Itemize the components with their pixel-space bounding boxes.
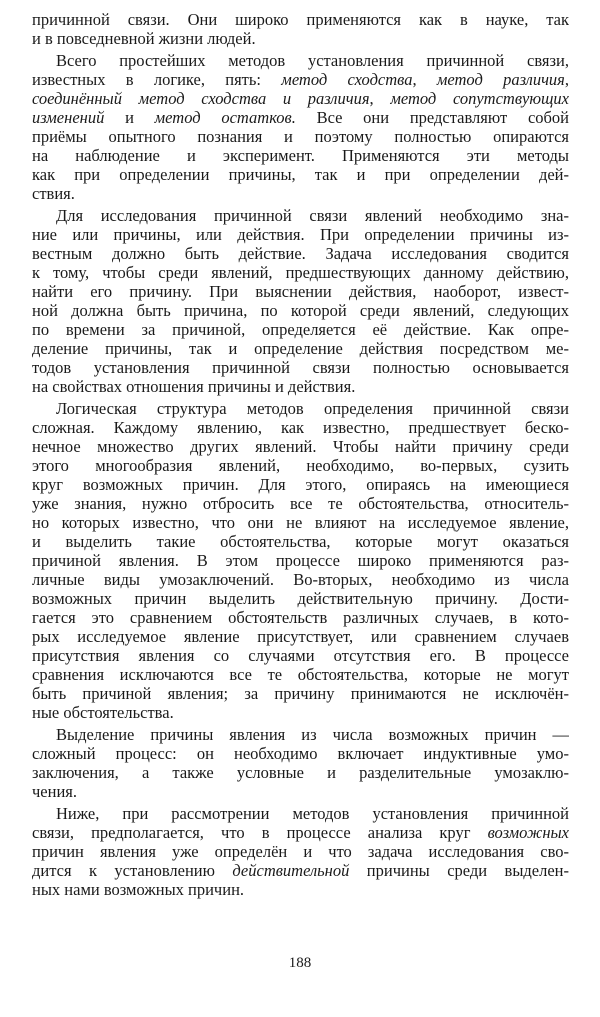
text-line: чения.: [32, 782, 77, 801]
text-line: Ниже, при рассмотрении методов установления причинной: [56, 804, 569, 823]
text-line: к тому, чтобы среди явлений, предшествующих данному действию,: [32, 263, 569, 282]
italic-term: метод различия: [436, 70, 565, 89]
paragraph: [32, 399, 569, 722]
italic-term: возможных: [487, 823, 569, 842]
text-line: нечное множество других явлений. Чтобы найти причину среди: [32, 437, 569, 456]
italic-term: изменений: [32, 108, 105, 127]
text-segment: Все они представляют собой: [295, 108, 569, 127]
text-line: [32, 70, 569, 89]
text-line: как при определении причины, так и при определении дей-: [32, 165, 569, 184]
text-line: Выделение причины явления из числа возможных причин —: [56, 725, 569, 744]
text-line: причиной явления. В этом процессе широко применяются раз-: [32, 551, 569, 570]
text-line: сравнения исключаются все те обстоятельства, которые не могут: [32, 665, 569, 684]
text-line: найти его причину. При выяснении действия, наоборот, извест-: [32, 282, 569, 301]
text-segment: причины среди выделен-: [349, 861, 569, 880]
text-line: сложная. Каждому явлению, как известно, предшествует беско-: [32, 418, 569, 437]
text-line: круг возможных причин. Для этого, опираясь на имеющиеся: [32, 475, 569, 494]
text-line: сложный процесс: он необходимо включает индуктивные умо-: [32, 744, 569, 763]
text-line: [32, 108, 569, 127]
text-line: причинной связи. Они широко применяются как в науке, так: [32, 10, 569, 29]
text-line: [32, 861, 569, 880]
text-segment: связи, предполагается, что в процессе анализа круг: [32, 823, 488, 842]
text-line: этого многообразия явлений, необходимо, во-первых, сузить: [32, 456, 569, 475]
italic-term: метод сходства: [281, 70, 413, 89]
text-line: ных нами возможных причин.: [32, 880, 245, 899]
text-segment: дится к установлению: [32, 861, 233, 880]
text-line: вестным должно быть действие. Задача исследования сводится: [32, 244, 569, 263]
italic-term: метод остатков.: [154, 108, 296, 127]
text-line: ние или причины, или действия. При определении причины из-: [32, 225, 569, 244]
paragraph: [32, 206, 569, 396]
text-line: быть причиной явления; за причину принимаются не исключён-: [32, 684, 569, 703]
text-line: [32, 823, 569, 842]
text-line: тодов установления причинной связи полностью основывается: [32, 358, 569, 377]
italic-term: метод сопутствующих: [390, 89, 569, 108]
text-segment: известных в логике, пять:: [32, 70, 282, 89]
text-line: ной должна быть причина, по которой среди явлений, следующих: [32, 301, 569, 320]
text-line: уже знания, нужно отбросить все те обстоятельства, относитель-: [32, 494, 569, 513]
text-line: [32, 89, 569, 108]
text-line: и в повседневной жизни людей.: [32, 29, 256, 48]
text-line: заключения, а также условные и разделительные умозаклю-: [32, 763, 569, 782]
text-line: и выделить такие обстоятельства, которые могут оказаться: [32, 532, 569, 551]
text-line: причин явления уже определён и что задача исследования сво-: [32, 842, 569, 861]
text-line: присутствия явления со случаями отсутствия его. В процессе: [32, 646, 569, 665]
text-line: приёмы опытного познания и поэтому полностью опираются: [32, 127, 569, 146]
text-line: ствия.: [32, 184, 75, 203]
text-segment: и: [104, 108, 155, 127]
text-line: рых исследуемое явление присутствует, или сравнением случаев: [32, 627, 569, 646]
text-segment: ,: [369, 89, 391, 108]
paragraph: [32, 725, 569, 801]
text-line: ные обстоятельства.: [32, 703, 174, 722]
text-line: на наблюдение и эксперимент. Применяются эти методы: [32, 146, 569, 165]
paragraph: [32, 10, 569, 48]
text-line: Логическая структура методов определения причинной связи: [56, 399, 569, 418]
text-line: деление причины, так и определение действия посредством ме-: [32, 339, 569, 358]
text-line: личные виды умозаключений. Во-вторых, необходимо из числа: [32, 570, 569, 589]
text-line: но которых известно, что они не влияют на исследуемое явление,: [32, 513, 569, 532]
paragraph: [32, 804, 569, 899]
text-segment: ,: [564, 70, 569, 89]
paragraph: [32, 51, 569, 203]
text-line: гается это сравнением обстоятельств различных случаев, в кото-: [32, 608, 569, 627]
italic-term: действительной: [232, 861, 350, 880]
page-body: [32, 10, 569, 902]
text-line: по времени за причиной, определяется её действие. Как опре-: [32, 320, 569, 339]
text-line: Для исследования причинной связи явлений необходимо зна-: [56, 206, 569, 225]
text-line: на свойствах отношения причины и действия.: [32, 377, 356, 396]
page-number: 188: [288, 955, 312, 971]
italic-term: соединённый метод сходства и различия: [32, 89, 370, 108]
text-line: Всего простейших методов установления причинной связи,: [56, 51, 569, 70]
text-segment: ,: [412, 70, 437, 89]
text-line: возможных причин выделить действительную причину. Дости-: [32, 589, 569, 608]
